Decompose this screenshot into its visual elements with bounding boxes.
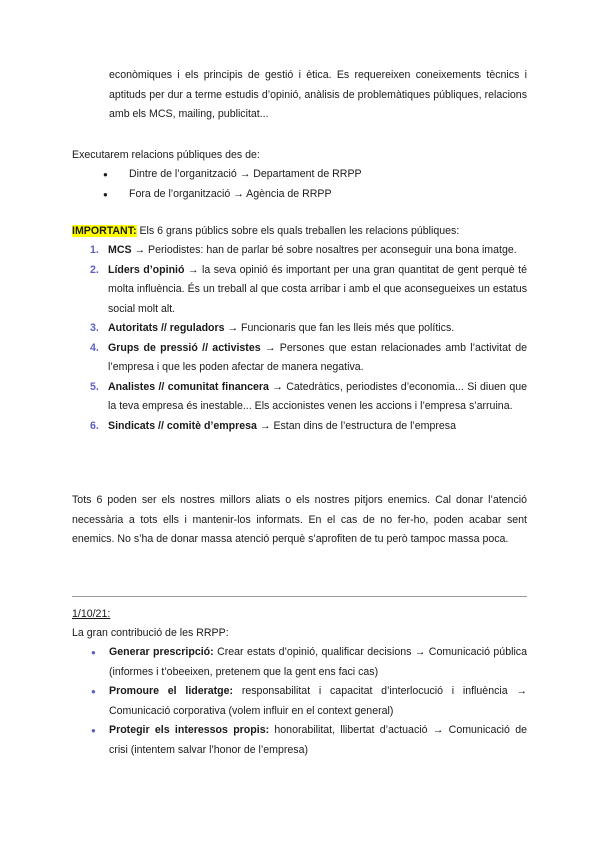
executarem-list: [115, 165, 362, 204]
executarem-heading: Executarem relacions públiques des de:: [72, 149, 260, 161]
list-number: 2.: [90, 263, 99, 276]
list-item: [90, 378, 527, 417]
contribucio-desc: honorabilitat, llibertat d’actuació → Comunicació de crisi (intentem salvar l’honor de l’empresa): [109, 724, 527, 756]
contribucio-term: Generar prescripció:: [109, 646, 214, 658]
list-number: 5.: [90, 380, 99, 393]
list-number: 1.: [90, 244, 99, 256]
public-desc: → Funcionaris que fan les lleis més que polítics.: [224, 322, 455, 334]
important-text: Els 6 grans públics sobre els quals treballen les relacions públiques:: [136, 225, 460, 237]
contribucio-term: Protegir els interessos propis:: [109, 724, 270, 736]
public-term: Grups de pressió // activistes: [108, 341, 261, 354]
important-highlight: IMPORTANT:: [72, 225, 137, 237]
list-item: [91, 682, 527, 721]
list-item: ● Fora de l’organització → Agència de RRPP: [115, 185, 362, 205]
public-desc: → la seva opinió és important per una gran quantitat de gent perquè té molta influència. És un treball al que costa arribar i amb el que aconsegueixes un estatus social molt alt.: [108, 263, 527, 315]
section-divider: [72, 596, 527, 597]
list-item: [90, 241, 527, 261]
list-item: ● Dintre de l’organització → Departament de RRPP: [115, 165, 362, 185]
important-line: [72, 222, 459, 242]
contribucio-list: [91, 643, 527, 760]
list-item: [91, 721, 527, 760]
intro-paragraph: econòmiques i els principis de gestió i ètica. Es requereixen coneixements tècnics i aptituds per dur a terme estudis d’opinió, anàlisis de problemàtiques públiques, relacions amb els MCS, mailing, publicitat...: [109, 69, 527, 120]
tots-paragraph: Tots 6 poden ser els nostres millors aliats o els nostres pitjors enemics. Cal donar l’atenció necessària a tots ells i mantenir-los informats. En el cas de no fer-ho, poden acabar sent enemics. No s’ha de donar massa atenció perquè s’aprofiten de tu però tampoc massa poca.: [72, 494, 527, 545]
contribucio-heading: La gran contribució de les RRPP:: [72, 627, 229, 639]
contribucio-desc: responsabilitat i capacitat d’interlocució i influència → Comunicació corporativa (volem influir en el context general): [109, 685, 527, 717]
public-term: Analistes // comunitat financera: [108, 380, 269, 393]
list-number: 3.: [90, 322, 99, 334]
public-desc: → Persones que estan relacionades amb l’activitat de l’empresa i que les poden afectar de manera negativa.: [108, 341, 527, 373]
contribucio-desc: Crear estats d’opinió, qualificar decisions → Comunicació pública (informes i t’obeeixen, pretenem que la gent ens faci cas): [109, 646, 527, 678]
public-term: Sindicats // comitè d’empresa: [108, 419, 257, 432]
list-item: [90, 261, 527, 320]
public-desc: → Estan dins de l’estructura de l’empresa: [256, 419, 456, 432]
contribucio-term: Promoure el lideratge:: [109, 685, 234, 697]
public-term: Autoritats // reguladors: [108, 322, 225, 334]
public-desc: → Periodistes: han de parlar bé sobre nosaltres per aconseguir una bona imatge.: [131, 244, 517, 256]
list-item: [90, 417, 527, 437]
publics-list: [90, 241, 527, 436]
public-term: MCS: [108, 244, 132, 256]
list-number: 4.: [90, 341, 99, 354]
section-date: 1/10/21:: [72, 608, 111, 620]
public-desc: → Catedràtics, periodistes d’economia... Si diuen que la teva empresa és inestable... Els accionistes venen les accions i l’empresa s’arruina.: [108, 380, 527, 412]
list-number: 6.: [90, 419, 99, 432]
list-item: [91, 643, 527, 682]
list-item: [90, 339, 527, 378]
public-term: Líders d’opinió: [108, 263, 185, 276]
list-item: [90, 319, 527, 339]
